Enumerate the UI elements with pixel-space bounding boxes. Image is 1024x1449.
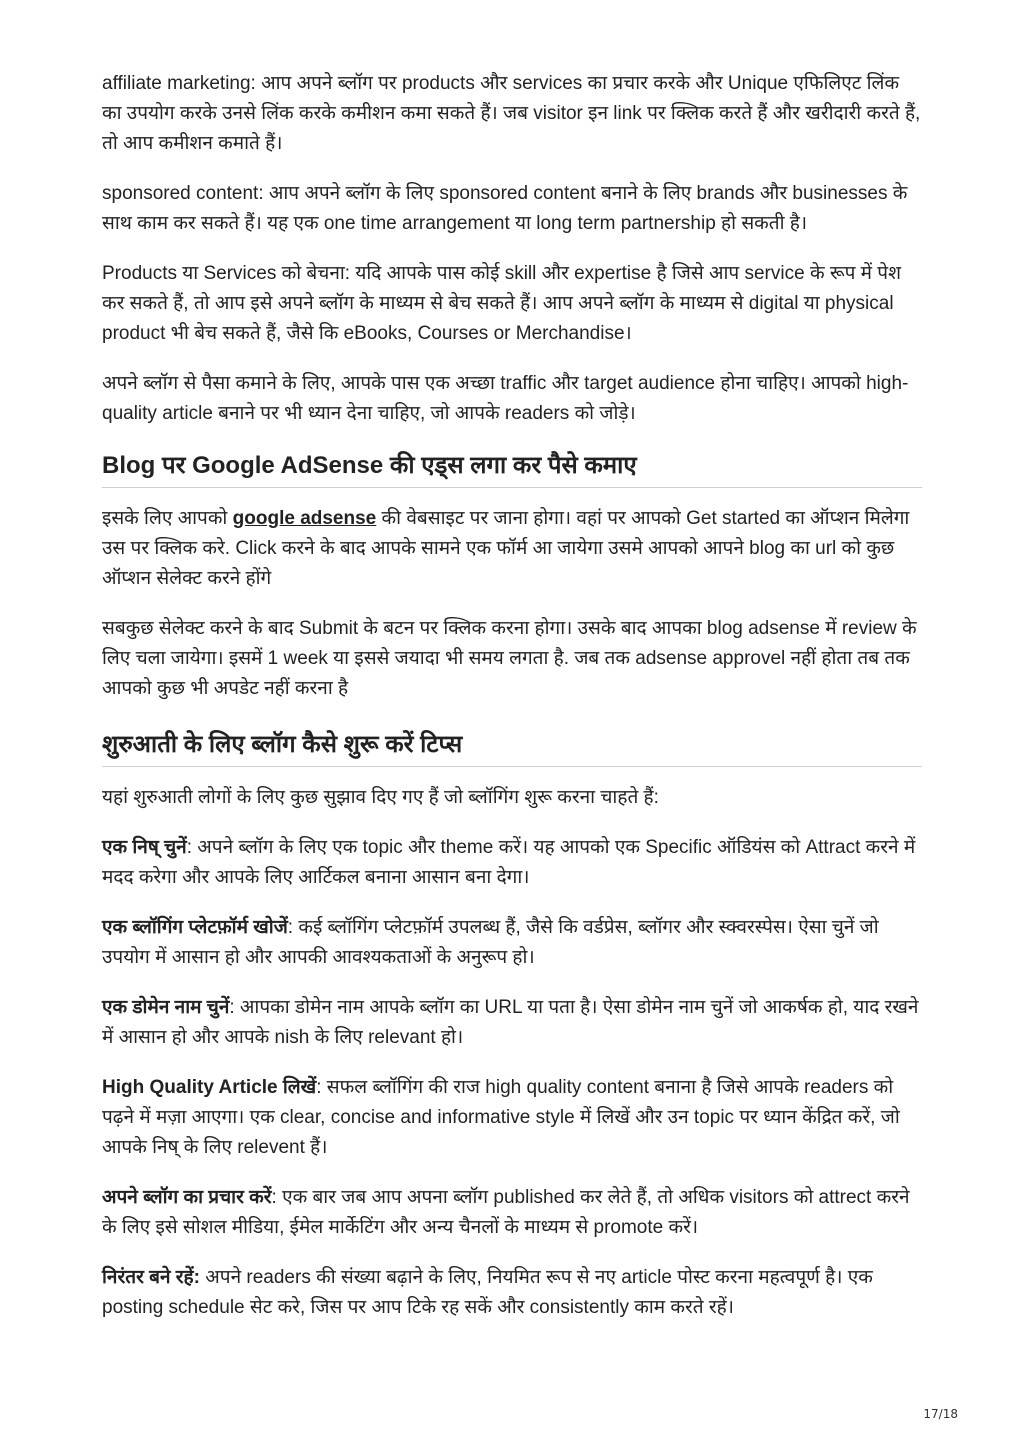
tip-stay-consistent bbox=[102, 1263, 922, 1323]
paragraph-earning-summary: अपने ब्लॉग से पैसा कमाने के लिए, आपके पास एक अच्छा traffic और target audience होना चाहिए। आपको high-quality article बनाने पर भी ध्यान देना चाहिए, जो आपके readers को जोड़े। bbox=[102, 373, 909, 424]
paragraph-adsense-steps bbox=[102, 504, 922, 594]
tip-text: : अपने ब्लॉग के लिए एक topic और theme करें। यह आपको एक Specific ऑडियंस को Attract करने में मदद करेगा और आपके लिए आर्टिकल बनाना आसान बना देगा। bbox=[102, 837, 916, 888]
tip-title: एक डोमेन नाम चुनें bbox=[102, 997, 230, 1018]
paragraph-affiliate: affiliate marketing: आप अपने ब्लॉग पर products और services का प्रचार करके और Unique एफिलिएट लिंक का उपयोग करके उनसे लिंक करके कमीशन कमा सकते हैं। जब visitor इन link पर क्लिक करते हैं और खरीदारी करते हैं, तो आप कमीशन कमाते हैं। bbox=[102, 73, 921, 154]
google-adsense-link[interactable]: google adsense bbox=[232, 508, 377, 529]
tip-title: एक ब्लॉगिंग प्लेटफ़ॉर्म खोजें bbox=[102, 917, 288, 938]
tip-title: अपने ब्लॉग का प्रचार करें bbox=[102, 1187, 272, 1208]
section-heading-beginner-tips: शुरुआती के लिए ब्लॉग कैसे शुरू करें टिप्स bbox=[102, 728, 922, 767]
tip-title: निरंतर बने रहें: bbox=[102, 1267, 200, 1288]
tip-text: : कई ब्लॉगिंग प्लेटफ़ॉर्म उपलब्ध हैं, जैसे कि वर्डप्रेस, ब्लॉगर और स्क्वरस्पेस। ऐसा चुनें जो उपयोग में आसान हो और आपकी आवश्यकताओं के अनुरूप हो। bbox=[102, 917, 879, 968]
tip-domain-name bbox=[102, 993, 922, 1053]
paragraph-products: Products या Services को बेचना: यदि आपके पास कोई skill और expertise है जिसे आप service के रूप में पेश कर सकते हैं, तो आप इसे अपने ब्लॉग के माध्यम से बेच सकते हैं। आप अपने ब्लॉग के माध्यम से digital या physical product भी बेच सकते हैं, जैसे कि eBooks, Courses or Merchandise। bbox=[102, 263, 902, 344]
tip-promote-blog bbox=[102, 1183, 922, 1243]
text-segment: की वेबसाइट पर जाना होगा। वहां पर आपको Get started का ऑप्शन मिलेगा उस पर क्लिक करे. Click करने के बाद आपके सामने एक फॉर्म आ जायेगा उसमे आपको आपने blog का url को कुछ ऑप्शन सेलेक्ट करने होंगे bbox=[102, 508, 910, 589]
tip-title: एक निष् चुनें bbox=[102, 837, 187, 858]
paragraph-adsense-review: सबकुछ सेलेक्ट करने के बाद Submit के बटन पर क्लिक करना होगा। उसके बाद आपका blog adsense में review के लिए चला जायेगा। इसमें 1 week या इससे जयादा भी समय लगता है. जब तक adsense approvel नहीं होता तब तक आपको कुछ भी अपडेट नहीं करना है bbox=[102, 618, 917, 699]
tip-text: : सफल ब्लॉगिंग की राज high quality content बनाना है जिसे आपके readers को पढ़ने में मज़ा आएगा। एक clear, concise and informative style में लिखें और उन topic पर ध्यान केंद्रित करें, जो आपके निष् के लिए relevent हैं। bbox=[102, 1077, 900, 1158]
text-segment: इसके लिए आपको bbox=[102, 508, 233, 529]
paragraph-tips-intro: यहां शुरुआती लोगों के लिए कुछ सुझाव दिए गए हैं जो ब्लॉगिंग शुरू करना चाहते हैं: bbox=[102, 787, 659, 808]
page-number: 17/18 bbox=[923, 1407, 958, 1421]
tip-text: : आपका डोमेन नाम आपके ब्लॉग का URL या पता है। ऐसा डोमेन नाम चुनें जो आकर्षक हो, याद रखने में आसान हो और आपके nish के लिए relevant हो। bbox=[102, 997, 919, 1048]
tip-text: अपने readers की संख्या बढ़ाने के लिए, नियमित रूप से नए article पोस्ट करना महत्वपूर्ण है। एक posting schedule सेट करे, जिस पर आप टिके रह सकें और consistently काम करते रहें। bbox=[102, 1267, 873, 1318]
tip-quality-article bbox=[102, 1073, 922, 1163]
tip-text: : एक बार जब आप अपना ब्लॉग published कर लेते हैं, तो अधिक visitors को attrect करने के लिए इसे सोशल मीडिया, ईमेल मार्केटिंग और अन्य चैनलों के माध्यम से promote करें। bbox=[102, 1187, 910, 1238]
tip-choose-niche bbox=[102, 833, 922, 893]
document-body bbox=[102, 69, 922, 1343]
paragraph-sponsored: sponsored content: आप अपने ब्लॉग के लिए sponsored content बनाने के लिए brands और businesses के साथ काम कर सकते हैं। यह एक one time arrangement या long term partnership हो सकती है। bbox=[102, 183, 908, 234]
tip-title: High Quality Article लिखें bbox=[102, 1077, 317, 1098]
section-heading-adsense: Blog पर Google AdSense की एड्स लगा कर पैसे कमाए bbox=[102, 449, 922, 488]
tip-blogging-platform bbox=[102, 913, 922, 973]
